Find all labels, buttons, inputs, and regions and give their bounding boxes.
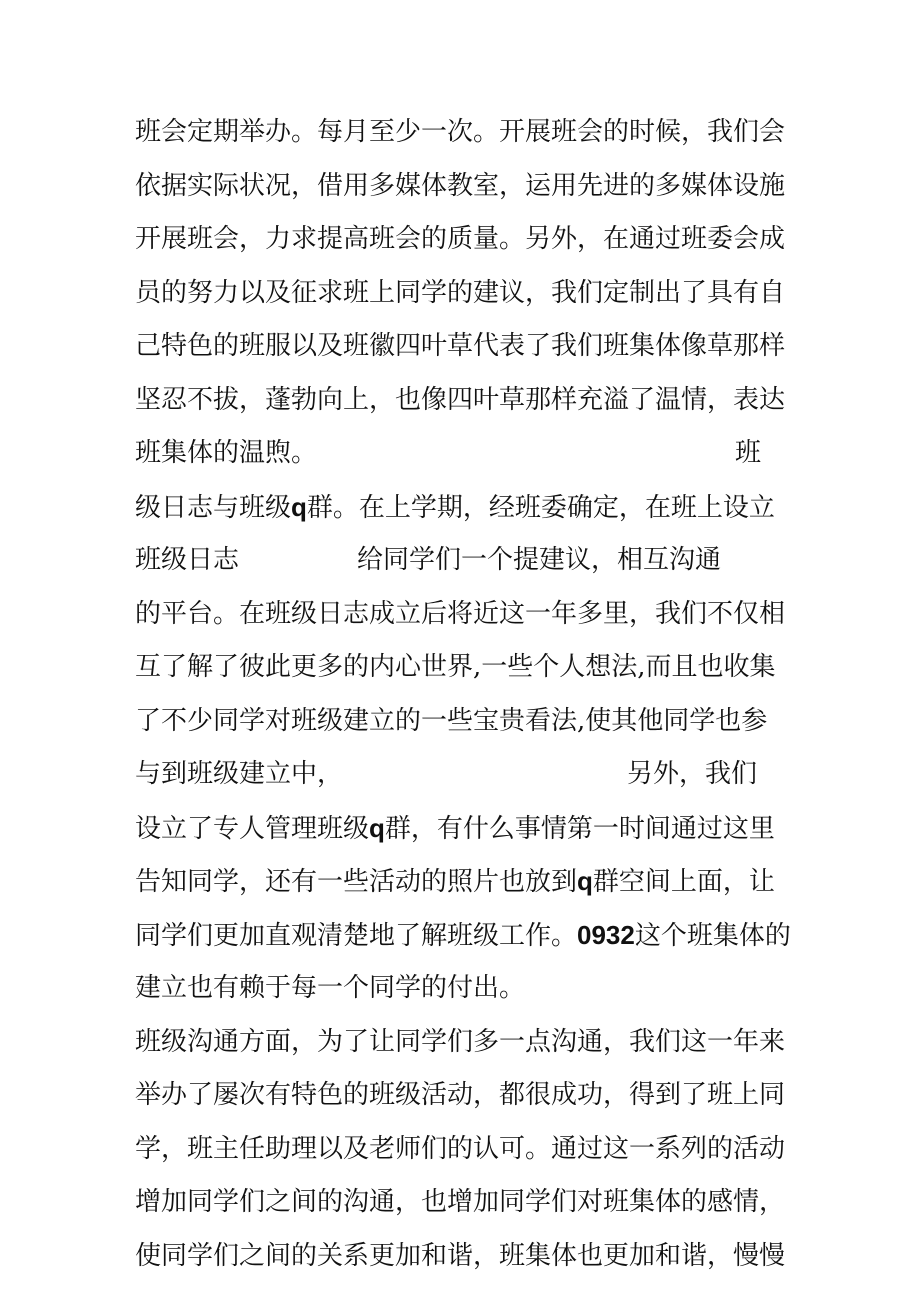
text-line (135, 427, 800, 481)
text-line (135, 1230, 800, 1284)
text-run: 给同学们一个提建议，相互沟通 (357, 545, 722, 575)
text-run: 己特色的班服以及班徽四叶草代表了我们班集体像草那样 (135, 331, 786, 361)
text-line (135, 160, 800, 214)
text-run-bold: q (291, 491, 307, 522)
text-run: 班级日志 (135, 545, 240, 575)
text-line (135, 1069, 800, 1123)
text-line (135, 374, 800, 428)
text-line (135, 748, 800, 802)
text-line (135, 1176, 800, 1230)
text-line (135, 695, 800, 749)
text-run: 群空间上面，让 (592, 867, 775, 897)
text-run: 举办了屡次有特色的班级活动，都很成功，得到了班上同 (135, 1080, 786, 1110)
text-run-bold: q (577, 866, 593, 896)
text-run: 班级沟通方面，为了让同学们多一点沟通，我们这一年来 (135, 1026, 786, 1057)
text-run: 设立了专人管理班级 (135, 813, 370, 844)
text-run: 员的努力以及征求班上同学的建议，我们定制出了具有自 (135, 277, 786, 308)
text-run: 学，班主任助理以及老师们的认可。通过这一系列的活动 (135, 1133, 786, 1164)
text-run: 与到班级建立中， (135, 759, 344, 789)
text-line (135, 320, 800, 374)
text-line (135, 802, 800, 856)
text-line (135, 481, 800, 535)
text-run: 这个班集体的 (634, 920, 791, 951)
text-run: 班会定期举办。每月至少一次。开展班会的时候，我们会 (135, 117, 786, 147)
text-run: 另外，我们 (627, 759, 758, 789)
text-run: 班集体的温煦。 (135, 438, 318, 468)
text-line (135, 534, 800, 588)
text-run: 建立也有赖于每一个同学的付出。 (135, 973, 526, 1003)
text-run: 了不少同学对班级建立的一些宝贵看法,使其他同学也参 (135, 705, 768, 736)
text-run: 告知同学，还有一些活动的照片也放到 (135, 867, 578, 897)
text-run: 坚忍不拔，蓬勃向上，也像四叶草那样充溢了温情，表达 (135, 384, 786, 415)
text-run: 的平台。在班级日志成立后将近这一年多里，我们不仅相 (135, 598, 786, 629)
text-line (135, 1016, 800, 1070)
text-line (135, 588, 800, 642)
text-run: 群，有什么事情第一时间通过这里 (384, 813, 775, 844)
text-run: 依据实际状况，借用多媒体教室，运用先进的多媒体设施 (135, 170, 786, 201)
text-line (135, 962, 800, 1016)
text-run-bold: 0932 (577, 919, 635, 950)
text-run: 使同学们之间的关系更加和谐，班集体也更加和谐，慢慢 (135, 1240, 786, 1271)
text-run: 互了解了彼此更多的内心世界,一些个人想法,而且也收集 (135, 652, 776, 682)
text-run: 班 (735, 438, 762, 468)
text-run: 增加同学们之间的沟通，也增加同学们对班集体的感情， (135, 1187, 786, 1217)
text-run: 级日志与班级 (135, 492, 292, 523)
text-line (135, 267, 800, 321)
text-line (135, 213, 800, 267)
text-run: 同学们更加直观清楚地了解班级工作。 (135, 920, 578, 951)
text-run: 群。在上学期，经班委确定，在班上设立 (306, 492, 775, 523)
text-line (135, 106, 800, 160)
body-text (135, 106, 800, 1283)
text-line (135, 1123, 800, 1177)
text-line (135, 855, 800, 909)
text-line (135, 909, 800, 963)
text-run: 开展班会，力求提高班会的质量。另外，在通过班委会成 (135, 224, 786, 254)
text-line (135, 641, 800, 695)
text-run-bold: q (369, 812, 385, 843)
